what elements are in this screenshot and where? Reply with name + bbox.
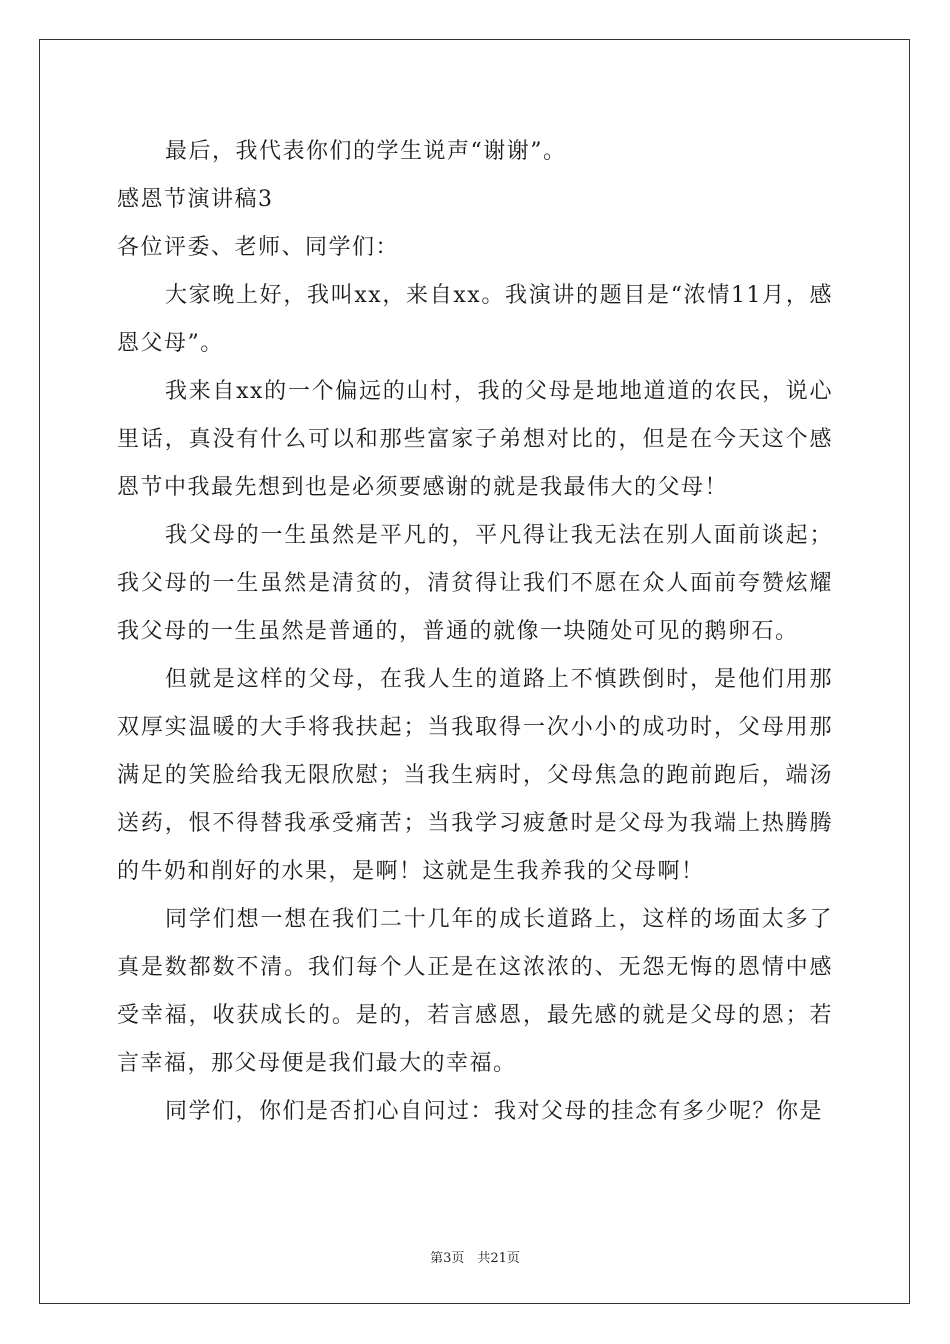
paragraph-parents-care: 但就是这样的父母，在我人生的道路上不慎跌倒时，是他们用那双厚实温暖的大手将我扶起；当我取得一次小小的成功时，父母用那满足的笑脸给我无限欣慰；当我生病时，父母焦急的跑前跑后，端汤送药，恨不得替我承受痛苦；当我学习疲惫时是父母为我端上热腾腾的牛奶和削好的水果，是啊！这就是生我养我的父母啊！ bbox=[117, 667, 833, 884]
paragraph-gratitude: 同学们想一想在我们二十几年的成长道路上，这样的场面太多了真是数都数不清。我们每个人正是在这浓浓的、无怨无悔的恩情中感受幸福，收获成长的。是的，若言感恩，最先感的就是父母的恩；若言幸福，那父母便是我们最大的幸福。 bbox=[117, 907, 833, 1076]
document-body bbox=[117, 128, 833, 1136]
paragraph-question: 同学们，你们是否扪心自问过：我对父母的挂念有多少呢？你是 bbox=[165, 1099, 824, 1124]
paragraph-closing-thanks: 最后，我代表你们的学生说声“谢谢”。 bbox=[165, 139, 567, 164]
page-number-footer: 第3页 共21页 bbox=[430, 1251, 520, 1266]
salutation: 各位评委、老师、同学们： bbox=[117, 235, 400, 260]
paragraph-parents-ordinary: 我父母的一生虽然是平凡的，平凡得让我无法在别人面前谈起；我父母的一生虽然是清贫的，清贫得让我们不愿在众人面前夸赞炫耀我父母的一生虽然是普通的，普通的就像一块随处可见的鹅卵石。 bbox=[117, 523, 833, 644]
paragraph-origin: 我来自xx的一个偏远的山村，我的父母是地地道道的农民，说心里话，真没有什么可以和那些富家子弟想对比的，但是在今天这个感恩节中我最先想到也是必须要感谢的就是我最伟大的父母！ bbox=[117, 379, 833, 500]
paragraph-greeting: 大家晚上好，我叫xx，来自xx。我演讲的题目是“浓情11月，感恩父母”。 bbox=[117, 283, 833, 356]
section-title: 感恩节演讲稿3 bbox=[117, 187, 274, 212]
